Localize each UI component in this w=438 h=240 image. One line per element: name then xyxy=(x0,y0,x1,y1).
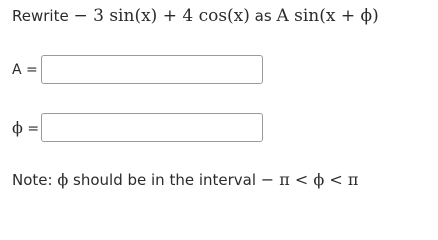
phase-answer-row xyxy=(12,112,263,143)
note-interval-expression: − π < ϕ < π xyxy=(260,170,359,189)
prompt-lead-text: Rewrite xyxy=(12,7,74,25)
phase-input[interactable] xyxy=(41,113,263,142)
note-phi-symbol: ϕ xyxy=(57,170,69,189)
prompt-target-form: A sin(x + ϕ) xyxy=(276,6,379,26)
note-lead-text: Note: xyxy=(12,171,58,189)
amplitude-label: A = xyxy=(12,61,38,78)
phase-label-symbol: ϕ xyxy=(12,118,23,137)
amplitude-answer-row xyxy=(12,54,263,85)
prompt-expression: − 3 sin(x) + 4 cos(x) xyxy=(73,6,250,26)
prompt-connector-text: as xyxy=(249,7,277,25)
phase-label xyxy=(12,118,41,137)
question-prompt xyxy=(12,6,379,26)
phase-label-equals: = xyxy=(22,121,40,137)
note-body-text: should be in the interval xyxy=(68,171,261,189)
amplitude-input[interactable] xyxy=(41,55,263,84)
interval-note xyxy=(12,170,358,190)
